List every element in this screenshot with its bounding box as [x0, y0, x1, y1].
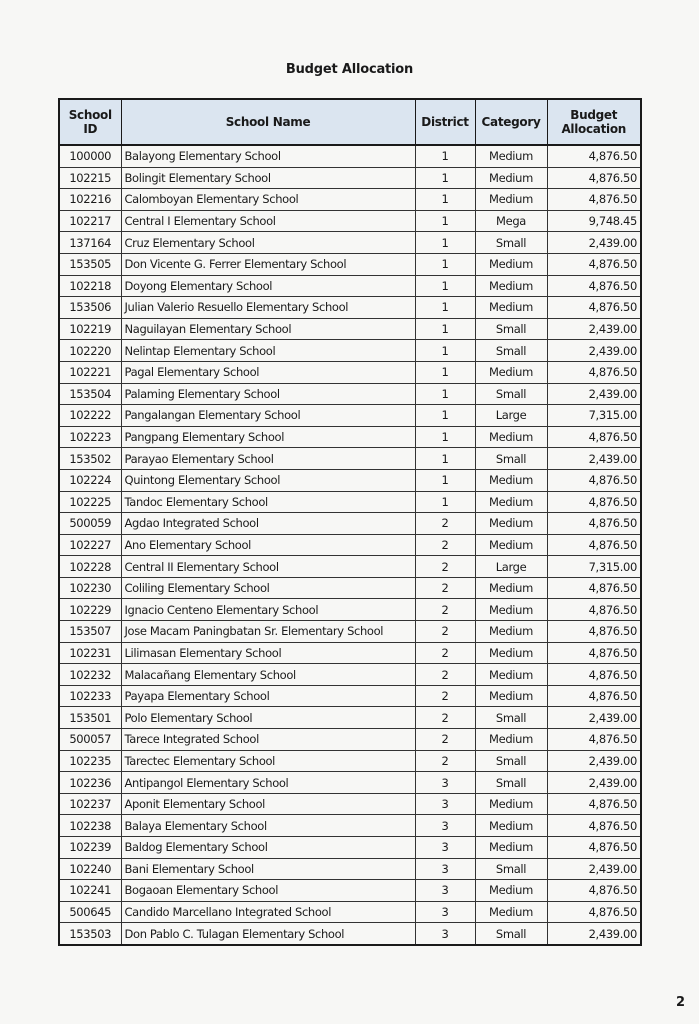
district-cell: 2 — [415, 513, 475, 535]
category-cell: Medium — [475, 685, 547, 707]
category-cell: Medium — [475, 815, 547, 837]
table-row — [59, 556, 641, 578]
school-id-cell: 102229 — [59, 599, 121, 621]
school-id-cell: 102227 — [59, 534, 121, 556]
school-id-cell: 102232 — [59, 664, 121, 686]
school-id-cell: 137164 — [59, 232, 121, 254]
school-id-cell: 102235 — [59, 750, 121, 772]
school-id-cell: 102223 — [59, 426, 121, 448]
table-row — [59, 923, 641, 945]
budget-cell: 4,876.50 — [547, 901, 641, 923]
table-row — [59, 318, 641, 340]
school-id-cell: 153502 — [59, 448, 121, 470]
school-name-cell: Bani Elementary School — [121, 858, 415, 880]
category-cell: Medium — [475, 167, 547, 189]
school-name-cell: Agdao Integrated School — [121, 513, 415, 535]
school-name-cell: Pangalangan Elementary School — [121, 405, 415, 427]
category-cell: Medium — [475, 642, 547, 664]
table-row — [59, 297, 641, 319]
budget-cell: 4,876.50 — [547, 880, 641, 902]
category-cell: Medium — [475, 664, 547, 686]
school-id-cell: 102216 — [59, 189, 121, 211]
school-name-cell: Central I Elementary School — [121, 210, 415, 232]
table-row — [59, 361, 641, 383]
table-row — [59, 426, 641, 448]
category-cell: Medium — [475, 729, 547, 751]
budget-cell: 4,876.50 — [547, 426, 641, 448]
table-row — [59, 167, 641, 189]
district-cell: 1 — [415, 297, 475, 319]
category-cell: Medium — [475, 577, 547, 599]
category-cell: Medium — [475, 513, 547, 535]
table-row — [59, 880, 641, 902]
district-cell: 1 — [415, 448, 475, 470]
school-name-cell: Central II Elementary School — [121, 556, 415, 578]
category-cell: Medium — [475, 621, 547, 643]
category-cell: Large — [475, 556, 547, 578]
district-cell: 3 — [415, 815, 475, 837]
category-cell: Small — [475, 707, 547, 729]
category-cell: Medium — [475, 275, 547, 297]
category-cell: Medium — [475, 599, 547, 621]
school-id-cell: 102228 — [59, 556, 121, 578]
school-name-cell: Tandoc Elementary School — [121, 491, 415, 513]
school-id-cell: 500059 — [59, 513, 121, 535]
table-row — [59, 534, 641, 556]
table-row — [59, 664, 641, 686]
category-cell: Medium — [475, 253, 547, 275]
category-cell: Small — [475, 858, 547, 880]
school-name-cell: Polo Elementary School — [121, 707, 415, 729]
district-cell: 1 — [415, 253, 475, 275]
school-name-cell: Jose Macam Paningbatan Sr. Elementary School — [121, 621, 415, 643]
category-cell: Mega — [475, 210, 547, 232]
district-cell: 2 — [415, 577, 475, 599]
district-cell: 3 — [415, 772, 475, 794]
school-name-cell: Pangpang Elementary School — [121, 426, 415, 448]
district-cell: 1 — [415, 405, 475, 427]
category-cell: Medium — [475, 880, 547, 902]
budget-cell: 4,876.50 — [547, 685, 641, 707]
budget-cell: 4,876.50 — [547, 297, 641, 319]
table-row — [59, 599, 641, 621]
district-cell: 3 — [415, 837, 475, 859]
category-cell: Small — [475, 923, 547, 945]
school-name-cell: Quintong Elementary School — [121, 469, 415, 491]
category-cell: Small — [475, 750, 547, 772]
district-cell: 1 — [415, 361, 475, 383]
school-id-cell: 102238 — [59, 815, 121, 837]
school-name-cell: Tarece Integrated School — [121, 729, 415, 751]
table-row — [59, 707, 641, 729]
school-name-cell: Malacañang Elementary School — [121, 664, 415, 686]
budget-cell: 4,876.50 — [547, 513, 641, 535]
school-name-cell: Don Vicente G. Ferrer Elementary School — [121, 253, 415, 275]
budget-cell: 2,439.00 — [547, 383, 641, 405]
category-cell: Large — [475, 405, 547, 427]
school-id-cell: 102237 — [59, 793, 121, 815]
category-cell: Medium — [475, 901, 547, 923]
table-row — [59, 750, 641, 772]
table-row — [59, 448, 641, 470]
budget-cell: 2,439.00 — [547, 448, 641, 470]
school-name-cell: Antipangol Elementary School — [121, 772, 415, 794]
table-row — [59, 383, 641, 405]
table-body — [59, 145, 641, 945]
school-id-cell: 102233 — [59, 685, 121, 707]
district-cell: 1 — [415, 340, 475, 362]
table-row — [59, 837, 641, 859]
school-id-cell: 102220 — [59, 340, 121, 362]
school-id-cell: 102224 — [59, 469, 121, 491]
table-row — [59, 405, 641, 427]
page-number: 2 — [676, 995, 686, 1010]
school-name-cell: Doyong Elementary School — [121, 275, 415, 297]
table-row — [59, 232, 641, 254]
table-row — [59, 621, 641, 643]
school-id-cell: 102236 — [59, 772, 121, 794]
budget-cell: 4,876.50 — [547, 275, 641, 297]
district-cell: 1 — [415, 145, 475, 167]
district-cell: 1 — [415, 469, 475, 491]
district-cell: 2 — [415, 621, 475, 643]
category-cell: Medium — [475, 189, 547, 211]
school-name-cell: Palaming Elementary School — [121, 383, 415, 405]
school-id-cell: 102222 — [59, 405, 121, 427]
table-row — [59, 685, 641, 707]
district-cell: 2 — [415, 707, 475, 729]
budget-cell: 4,876.50 — [547, 664, 641, 686]
school-name-cell: Aponit Elementary School — [121, 793, 415, 815]
district-cell: 1 — [415, 491, 475, 513]
budget-cell: 7,315.00 — [547, 405, 641, 427]
table-row — [59, 253, 641, 275]
district-cell: 3 — [415, 923, 475, 945]
district-cell: 2 — [415, 556, 475, 578]
school-name-cell: Lilimasan Elementary School — [121, 642, 415, 664]
school-id-cell: 500645 — [59, 901, 121, 923]
school-id-cell: 102221 — [59, 361, 121, 383]
budget-cell: 4,876.50 — [547, 837, 641, 859]
budget-cell: 4,876.50 — [547, 729, 641, 751]
budget-cell: 2,439.00 — [547, 772, 641, 794]
table-row — [59, 577, 641, 599]
header-district: District — [415, 99, 475, 145]
category-cell: Medium — [475, 837, 547, 859]
budget-cell: 2,439.00 — [547, 707, 641, 729]
district-cell: 2 — [415, 599, 475, 621]
table-row — [59, 189, 641, 211]
district-cell: 1 — [415, 318, 475, 340]
school-id-cell: 102231 — [59, 642, 121, 664]
district-cell: 1 — [415, 426, 475, 448]
school-id-cell: 102219 — [59, 318, 121, 340]
category-cell: Medium — [475, 793, 547, 815]
school-id-cell: 153507 — [59, 621, 121, 643]
school-id-cell: 153505 — [59, 253, 121, 275]
school-id-cell: 153503 — [59, 923, 121, 945]
district-cell: 2 — [415, 534, 475, 556]
school-name-cell: Baldog Elementary School — [121, 837, 415, 859]
budget-cell: 7,315.00 — [547, 556, 641, 578]
table-row — [59, 793, 641, 815]
table-row — [59, 210, 641, 232]
table-row — [59, 275, 641, 297]
budget-cell: 4,876.50 — [547, 491, 641, 513]
table-row — [59, 513, 641, 535]
budget-cell: 2,439.00 — [547, 750, 641, 772]
budget-cell: 4,876.50 — [547, 577, 641, 599]
school-name-cell: Payapa Elementary School — [121, 685, 415, 707]
school-name-cell: Pagal Elementary School — [121, 361, 415, 383]
school-name-cell: Nelintap Elementary School — [121, 340, 415, 362]
school-id-cell: 102217 — [59, 210, 121, 232]
district-cell: 1 — [415, 167, 475, 189]
budget-cell: 4,876.50 — [547, 145, 641, 167]
budget-cell: 4,876.50 — [547, 793, 641, 815]
school-name-cell: Bolingit Elementary School — [121, 167, 415, 189]
school-id-cell: 102241 — [59, 880, 121, 902]
school-name-cell: Balaya Elementary School — [121, 815, 415, 837]
school-id-cell: 102230 — [59, 577, 121, 599]
budget-cell: 4,876.50 — [547, 361, 641, 383]
header-school-name: School Name — [121, 99, 415, 145]
table-row — [59, 815, 641, 837]
header-school-id: School ID — [59, 99, 121, 145]
school-name-cell: Parayao Elementary School — [121, 448, 415, 470]
school-id-cell: 102215 — [59, 167, 121, 189]
school-name-cell: Coliling Elementary School — [121, 577, 415, 599]
budget-cell: 4,876.50 — [547, 167, 641, 189]
school-name-cell: Candido Marcellano Integrated School — [121, 901, 415, 923]
table-row — [59, 901, 641, 923]
school-id-cell: 102240 — [59, 858, 121, 880]
category-cell: Medium — [475, 491, 547, 513]
budget-allocation-table — [58, 98, 642, 946]
district-cell: 3 — [415, 858, 475, 880]
category-cell: Medium — [475, 297, 547, 319]
table-row — [59, 642, 641, 664]
table-row — [59, 491, 641, 513]
budget-cell: 9,748.45 — [547, 210, 641, 232]
school-id-cell: 153504 — [59, 383, 121, 405]
budget-cell: 4,876.50 — [547, 621, 641, 643]
budget-cell: 2,439.00 — [547, 318, 641, 340]
district-cell: 2 — [415, 642, 475, 664]
school-id-cell: 102218 — [59, 275, 121, 297]
category-cell: Small — [475, 318, 547, 340]
category-cell: Medium — [475, 426, 547, 448]
table-row — [59, 729, 641, 751]
district-cell: 1 — [415, 275, 475, 297]
school-name-cell: Don Pablo C. Tulagan Elementary School — [121, 923, 415, 945]
school-name-cell: Cruz Elementary School — [121, 232, 415, 254]
budget-cell: 4,876.50 — [547, 534, 641, 556]
budget-cell: 2,439.00 — [547, 232, 641, 254]
school-name-cell: Bogaoan Elementary School — [121, 880, 415, 902]
school-id-cell: 500057 — [59, 729, 121, 751]
category-cell: Small — [475, 772, 547, 794]
school-name-cell: Tarectec Elementary School — [121, 750, 415, 772]
budget-cell: 4,876.50 — [547, 599, 641, 621]
district-cell: 1 — [415, 189, 475, 211]
district-cell: 3 — [415, 880, 475, 902]
budget-cell: 4,876.50 — [547, 253, 641, 275]
district-cell: 1 — [415, 210, 475, 232]
table-row — [59, 145, 641, 167]
category-cell: Medium — [475, 534, 547, 556]
budget-cell: 2,439.00 — [547, 858, 641, 880]
district-cell: 1 — [415, 383, 475, 405]
school-name-cell: Naguilayan Elementary School — [121, 318, 415, 340]
category-cell: Small — [475, 383, 547, 405]
school-name-cell: Balayong Elementary School — [121, 145, 415, 167]
school-id-cell: 153506 — [59, 297, 121, 319]
district-cell: 3 — [415, 901, 475, 923]
district-cell: 2 — [415, 750, 475, 772]
school-name-cell: Ignacio Centeno Elementary School — [121, 599, 415, 621]
district-cell: 2 — [415, 729, 475, 751]
table-row — [59, 469, 641, 491]
budget-cell: 2,439.00 — [547, 340, 641, 362]
category-cell: Small — [475, 340, 547, 362]
header-category: Category — [475, 99, 547, 145]
category-cell: Small — [475, 448, 547, 470]
budget-cell: 4,876.50 — [547, 815, 641, 837]
table-row — [59, 858, 641, 880]
budget-cell: 2,439.00 — [547, 923, 641, 945]
school-id-cell: 102239 — [59, 837, 121, 859]
page-title: Budget Allocation — [285, 62, 414, 77]
budget-cell: 4,876.50 — [547, 189, 641, 211]
school-id-cell: 153501 — [59, 707, 121, 729]
table-header-row — [59, 99, 641, 145]
budget-cell: 4,876.50 — [547, 642, 641, 664]
district-cell: 3 — [415, 793, 475, 815]
category-cell: Medium — [475, 361, 547, 383]
school-id-cell: 102225 — [59, 491, 121, 513]
category-cell: Medium — [475, 145, 547, 167]
district-cell: 2 — [415, 685, 475, 707]
table-row — [59, 772, 641, 794]
category-cell: Medium — [475, 469, 547, 491]
table-row — [59, 340, 641, 362]
school-id-cell: 100000 — [59, 145, 121, 167]
category-cell: Small — [475, 232, 547, 254]
school-name-cell: Calomboyan Elementary School — [121, 189, 415, 211]
budget-cell: 4,876.50 — [547, 469, 641, 491]
district-cell: 2 — [415, 664, 475, 686]
school-name-cell: Julian Valerio Resuello Elementary School — [121, 297, 415, 319]
district-cell: 1 — [415, 232, 475, 254]
header-budget-allocation: Budget Allocation — [547, 99, 641, 145]
school-name-cell: Ano Elementary School — [121, 534, 415, 556]
